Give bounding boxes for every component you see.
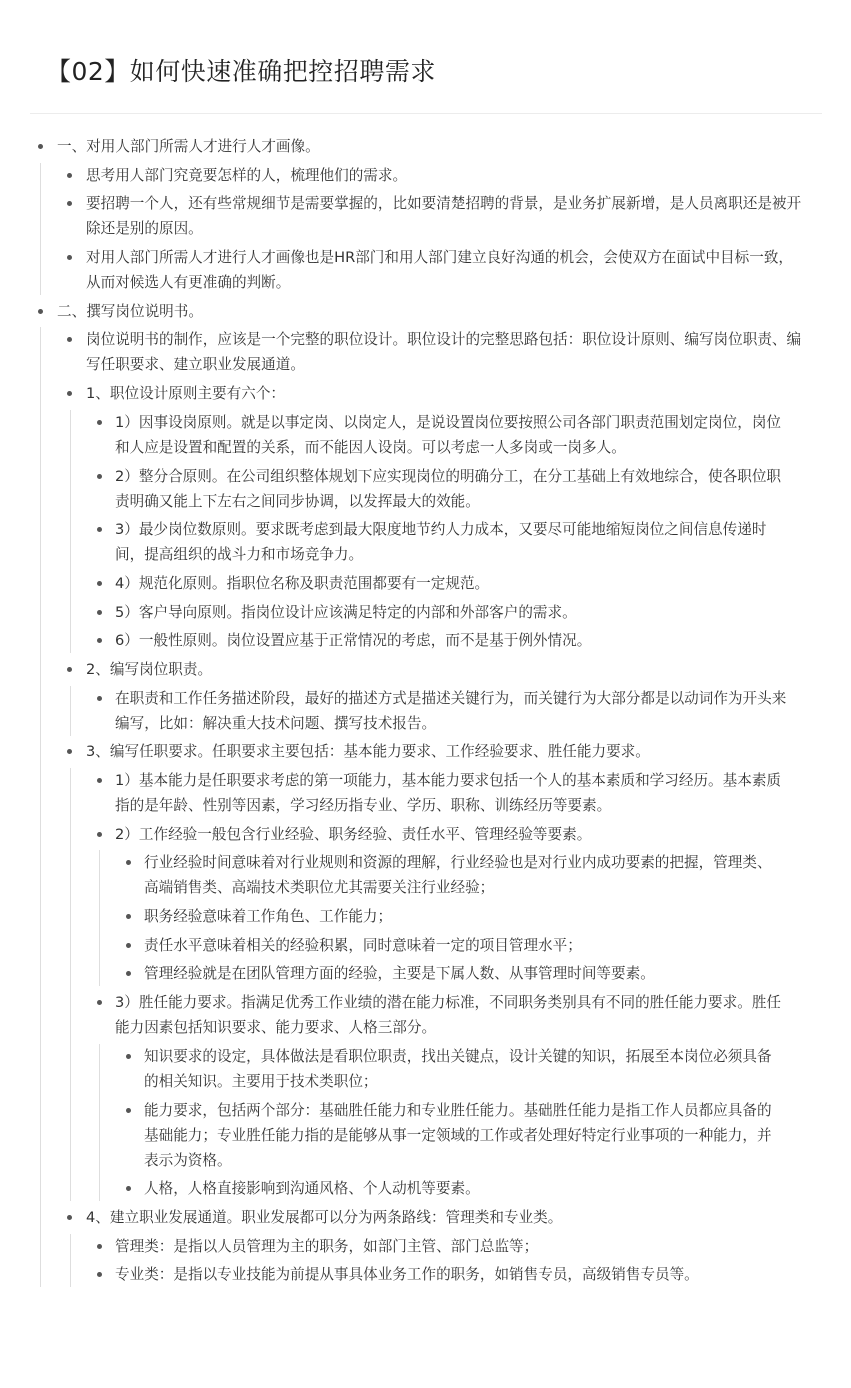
outline-item-level-2 <box>41 245 802 295</box>
outline-item-text: 专业类：是指以专业技能为前提从事具体业务工作的职务，如销售专员，高级销售专员等。 <box>115 1266 699 1284</box>
outline-item-text: 要招聘一个人，还有些常规细节是需要掌握的，比如要清楚招聘的背景，是业务扩展新增，是人员离职还是被开除还是别的原因。 <box>86 195 802 238</box>
outline-list <box>0 134 851 1291</box>
outline-item-level-4 <box>100 1098 774 1173</box>
outline-item-text: 4、建立职业发展通道。职业发展都可以分为两条路线：管理类和专业类。 <box>86 1208 563 1226</box>
outline-item-level-3 <box>71 1234 788 1259</box>
outline-sublist <box>70 410 802 653</box>
outline-item-level-3 <box>71 600 788 625</box>
outline-item-level-3 <box>71 571 788 596</box>
page-title: 【02】如何快速准确把控招聘需求 <box>46 57 436 86</box>
outline-item-text: 5）客户导向原则。指岗位设计应该满足特定的内部和外部客户的需求。 <box>115 603 577 621</box>
outline-item-text: 管理经验就是在团队管理方面的经验，主要是下属人数、从事管理时间等要素。 <box>144 965 655 983</box>
outline-item-text: 2）整分合原则。在公司组织整体规划下应实现岗位的明确分工，在分工基础上有效地综合，使各职位职责明确又能上下左右之间同步协调，以发挥最大的效能。 <box>115 467 782 510</box>
outline-sublist <box>70 768 802 1201</box>
outline-item-level-2 <box>41 327 802 377</box>
outline-item-text: 3）最少岗位数原则。要求既考虑到最大限度地节约人力成本，又要尽可能地缩短岗位之间信息传递时间，提高组织的战斗力和市场竞争力。 <box>115 521 767 564</box>
outline-item-level-4 <box>100 961 774 986</box>
outline-item-level-4 <box>100 904 774 929</box>
outline-item-level-2 <box>41 1205 802 1287</box>
outline-item-text: 行业经验时间意味着对行业规则和资源的理解，行业经验也是对行业内成功要素的把握，管理类、高端销售类、高端技术类职位尤其需要关注行业经验； <box>144 854 772 897</box>
outline-item-text: 1）基本能力是任职要求考虑的第一项能力，基本能力要求包括一个人的基本素质和学习经历。基本素质指的是年龄、性别等因素，学习经历指专业、学历、职称、训练经历等要素。 <box>115 772 782 814</box>
outline-item-level-3 <box>71 410 788 460</box>
outline-item-text: 管理类：是指以人员管理为主的职务，如部门主管、部门总监等； <box>115 1237 539 1255</box>
outline-item-level-3 <box>71 1262 788 1287</box>
outline-item-text: 1、职位设计原则主要有六个： <box>86 385 286 403</box>
outline-sublist <box>99 850 788 986</box>
outline-item-text: 一、对用人部门所需人才进行人才画像。 <box>57 138 320 155</box>
outline-item-level-3 <box>71 822 788 987</box>
outline-item-level-1 <box>0 299 817 1288</box>
outline-item-level-3 <box>71 768 788 818</box>
outline-item-level-2 <box>41 381 802 653</box>
outline-item-level-2 <box>41 657 802 736</box>
outline-sublist <box>70 1234 802 1288</box>
outline-sublist <box>70 686 802 736</box>
outline-item-level-3 <box>71 628 788 653</box>
outline-item-text: 1）因事设岗原则。就是以事定岗、以岗定人，是说设置岗位要按照公司各部门职责范围划定岗位，岗位和人应是设置和配置的关系，而不能因人设岗。可以考虑一人多岗或一岗多人。 <box>115 413 782 456</box>
outline-item-text: 3）胜任能力要求。指满足优秀工作业绩的潜在能力标准，不同职务类别具有不同的胜任能力要求。胜任能力因素包括知识要求、能力要求、人格三部分。 <box>115 994 782 1037</box>
outline-sublist <box>99 1044 788 1201</box>
outline-item-text: 6）一般性原则。岗位设置应基于正常情况的考虑，而不是基于例外情况。 <box>115 632 592 650</box>
outline-item-text: 2）工作经验一般包含行业经验、职务经验、责任水平、管理经验等要素。 <box>115 825 592 843</box>
outline-root <box>0 134 851 1287</box>
outline-item-level-2 <box>41 191 802 241</box>
outline-item-text: 在职责和工作任务描述阶段，最好的描述方式是描述关键行为，而关键行为大部分都是以动词作为开头来编写，比如：解决重大技术问题、撰写技术报告。 <box>115 689 787 732</box>
outline-item-text: 2、编写岗位职责。 <box>86 660 213 678</box>
outline-item-text: 4）规范化原则。指职位名称及职责范围都要有一定规范。 <box>115 574 490 592</box>
outline-item-text: 职务经验意味着工作角色、工作能力； <box>144 908 393 926</box>
outline-item-text: 知识要求的设定，具体做法是看职位职责，找出关键点，设计关键的知识，拓展至本岗位必须具备的相关知识。主要用于技术类职位； <box>144 1047 772 1090</box>
outline-item-text: 二、撰写岗位说明书。 <box>57 302 203 320</box>
outline-item-text: 3、编写任职要求。任职要求主要包括：基本能力要求、工作经验要求、胜任能力要求。 <box>86 743 650 761</box>
outline-item-level-3 <box>71 464 788 514</box>
outline-item-level-2 <box>41 739 802 1201</box>
outline-item-level-4 <box>100 933 774 958</box>
outline-sublist <box>40 163 817 295</box>
outline-item-text: 责任水平意味着相关的经验积累，同时意味着一定的项目管理水平； <box>144 936 582 954</box>
title-divider <box>30 113 822 114</box>
outline-item-level-4 <box>100 850 774 900</box>
outline-item-text: 能力要求，包括两个部分：基础胜任能力和专业胜任能力。基础胜任能力是指工作人员都应具备的基础能力；专业胜任能力指的是能够从事一定领域的工作或者处理好特定行业事项的一种能力，并表示为资格。 <box>144 1101 772 1169</box>
outline-item-level-4 <box>100 1176 774 1201</box>
outline-item-level-2 <box>41 163 802 188</box>
outline-item-level-3 <box>71 517 788 567</box>
outline-item-text: 对用人部门所需人才进行人才画像也是HR部门和用人部门建立良好沟通的机会，会使双方在面试中目标一致，从而对候选人有更准确的判断。 <box>86 249 794 292</box>
outline-item-text: 岗位说明书的制作，应该是一个完整的职位设计。职位设计的完整思路包括：职位设计原则、编写岗位职责、编写任职要求、建立职业发展通道。 <box>86 331 802 374</box>
outline-sublist <box>40 327 817 1287</box>
outline-item-text: 人格，人格直接影响到沟通风格、个人动机等要素。 <box>144 1180 480 1198</box>
outline-item-level-3 <box>71 990 788 1201</box>
outline-item-level-3 <box>71 686 788 736</box>
outline-item-level-1 <box>0 134 817 295</box>
outline-item-text: 思考用人部门究竟要怎样的人，梳理他们的需求。 <box>86 166 408 184</box>
outline-item-level-4 <box>100 1044 774 1094</box>
